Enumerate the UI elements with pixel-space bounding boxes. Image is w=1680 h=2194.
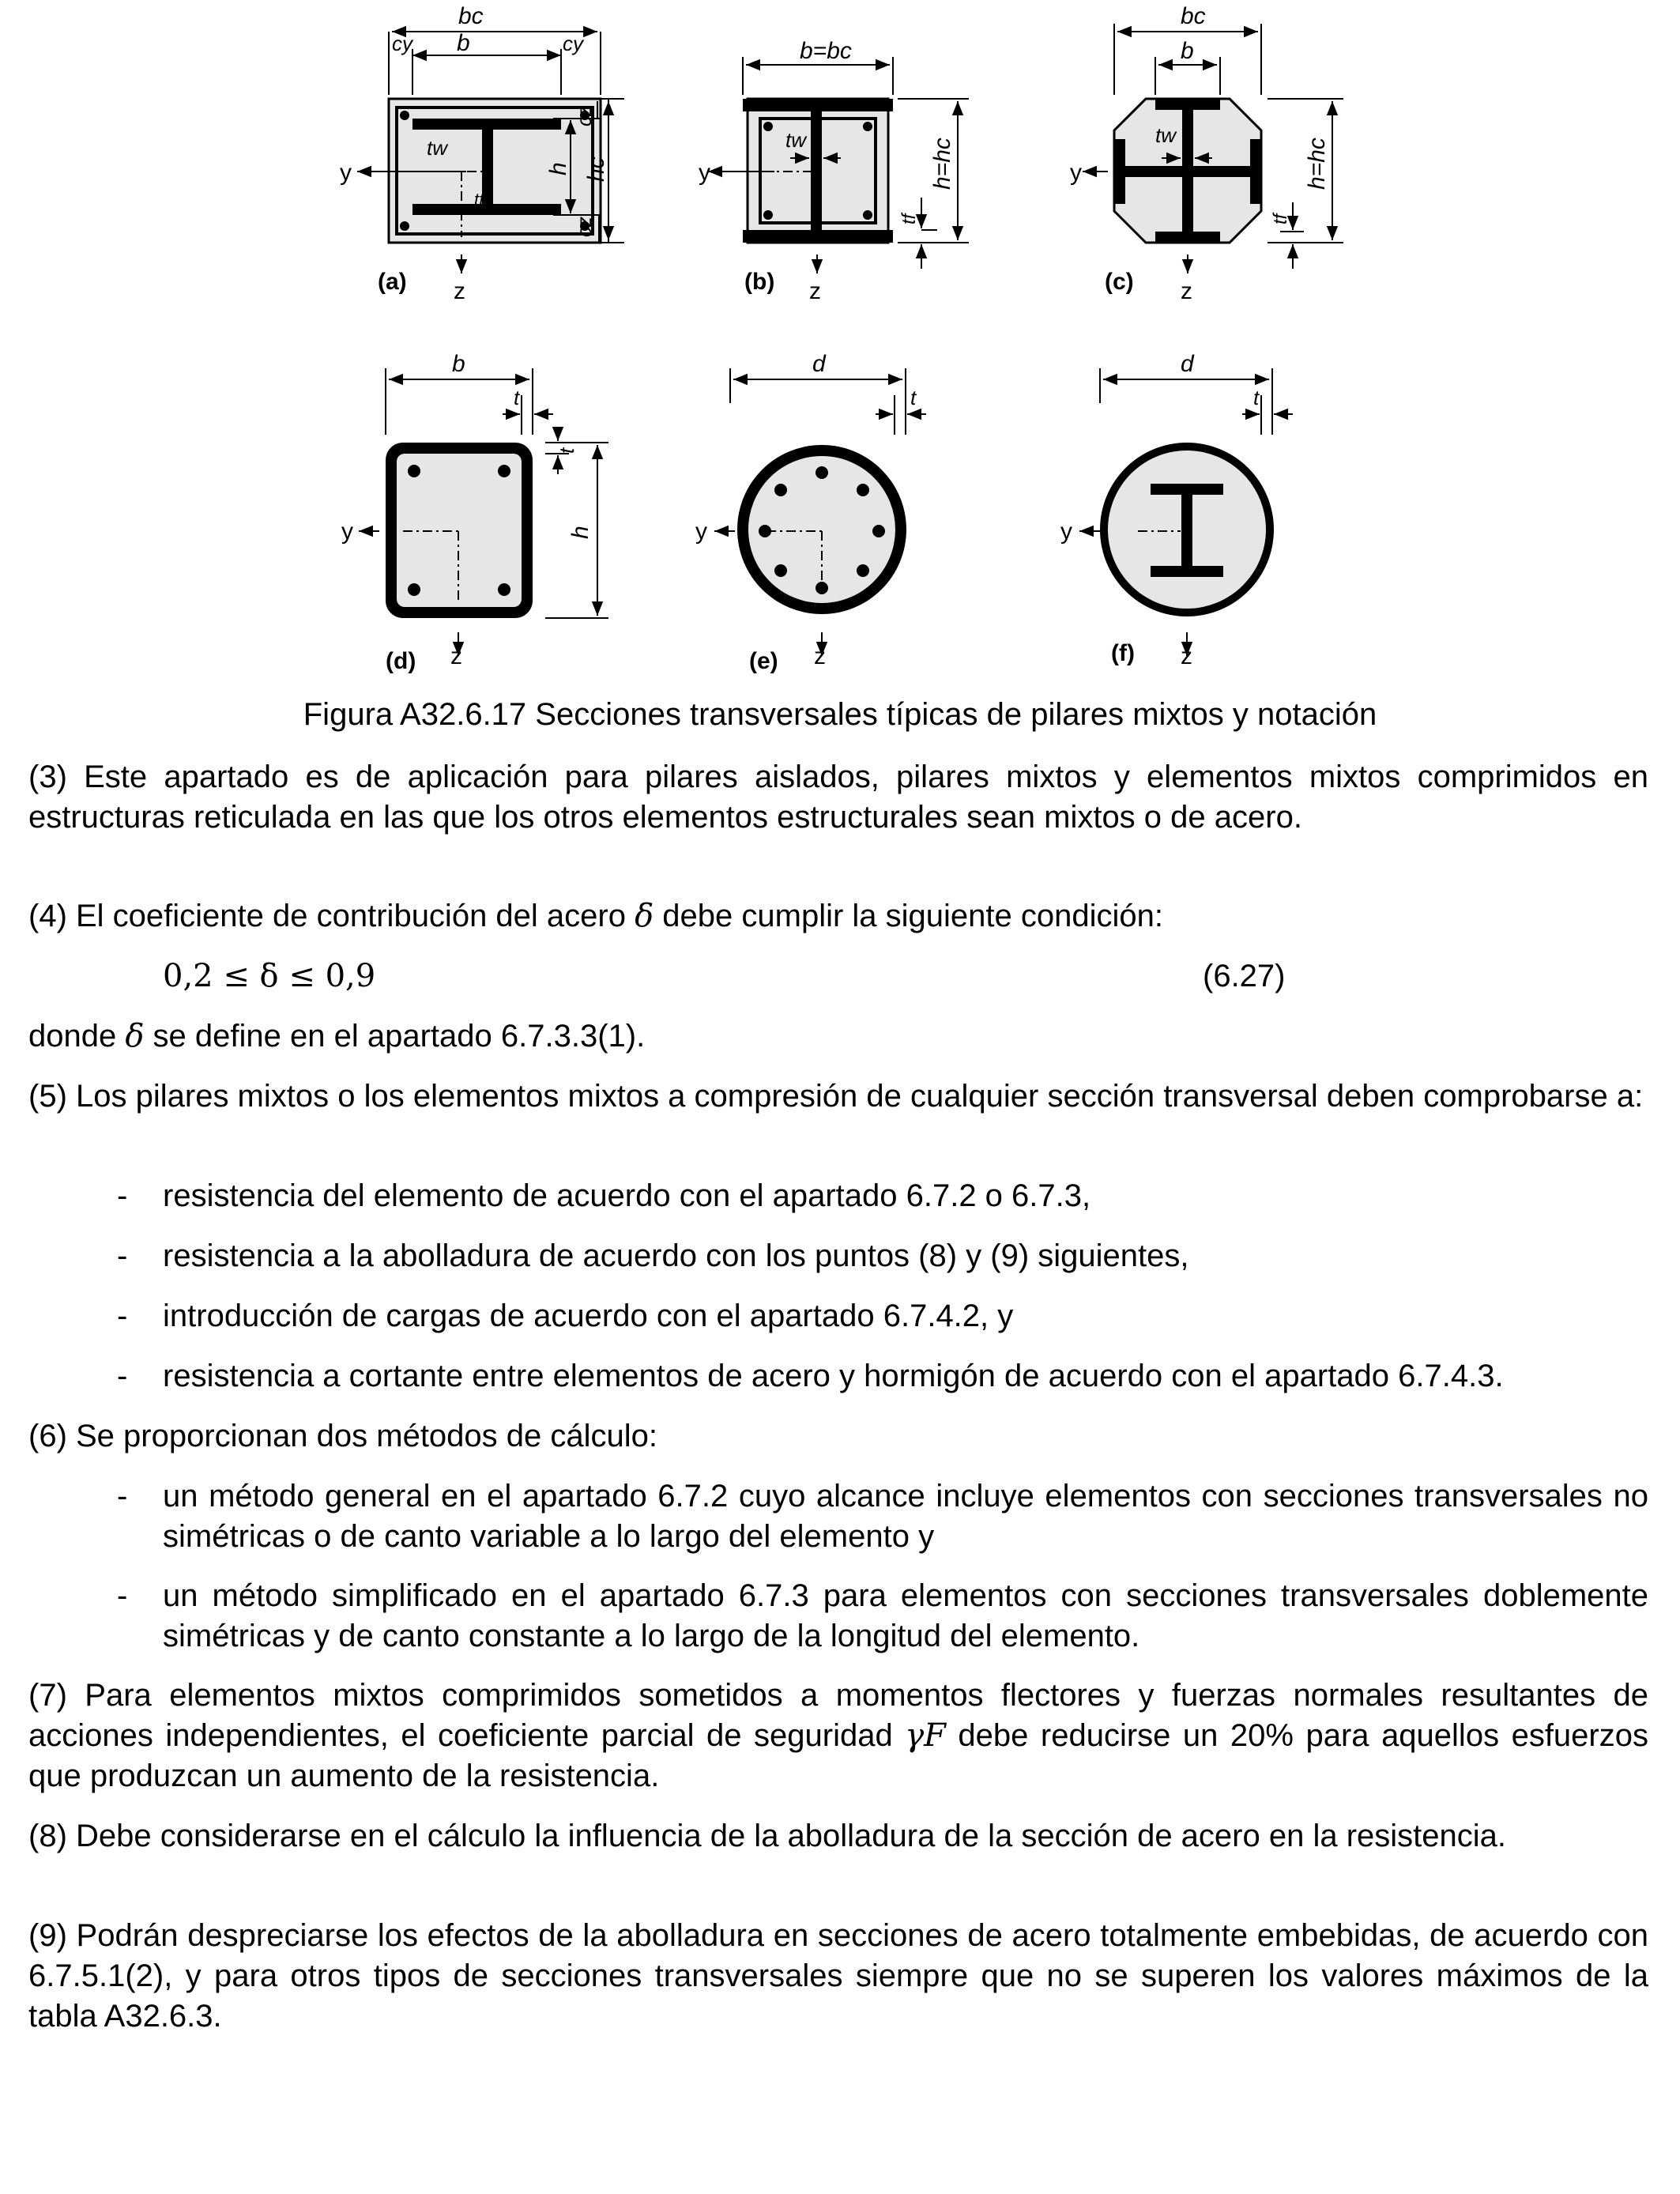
figure-caption: Figura A32.6.17 Secciones transversales típicas de pilares mixtos y notación [303,697,1377,732]
paragraph-7 [28,1676,1648,1796]
p4-text-a: (4) El coeficiente de contribución del acero [28,899,635,933]
c-z-label: z [1181,278,1192,304]
c-tag: (c) [1105,269,1134,295]
panel-e [695,351,926,674]
gamma-f-symbol: γF [905,1717,946,1754]
paragraph-donde [28,1016,1648,1057]
p7-text-a: (7) Para elementos mixtos comprimidos sometidos a momentos flectores y fuerzas normales resultantes de acciones independientes, el coeficiente parcial de seguridad [28,1678,1648,1753]
f-y-label: y [1060,518,1072,545]
paragraph-8: (8) Debe considerarse en el cálculo la influencia de la abolladura de la sección de acero en la resistencia. [28,1819,1506,1853]
paragraph-9: (9) Podrán despreciarse los efectos de la abolladura en secciones de acero totalmente embebidas, de acuerdo con 6.7.5.1(2), y para otros tipos de secciones transversales siempre que no se superen los valores máximos de la tabla A32.6.3. [28,1918,1648,2034]
e-y-label: y [695,518,707,545]
c-tw-label: tw [1155,123,1176,147]
d-t-top-label: t [514,386,520,409]
delta-symbol-2: δ [125,1018,145,1054]
b-tw-label: tw [785,128,806,152]
b-y-label: y [699,160,710,186]
d-tag: (d) [386,648,416,674]
cross-sections-figure [0,0,1680,688]
b-tag: (b) [744,269,775,295]
a-y-label: y [340,160,352,186]
f-tag: (f) [1111,640,1135,666]
a-cy-right: cy [563,32,583,55]
p4-text-b: debe cumplir la siguiente condición: [654,899,1164,933]
f-d-label: d [1181,351,1194,377]
panel-d [341,351,608,674]
f-z-label: z [1181,643,1192,669]
d-y-label: y [341,518,353,545]
equation-number: (6.27) [1203,959,1286,993]
equation-expression: 0,2 ≤ δ ≤ 0,9 [163,958,376,994]
e-d-label: d [812,351,826,377]
d-z-label: z [450,643,462,669]
paragraph-4 [28,896,1648,937]
e-t-label: t [910,386,917,409]
a-cy-left: cy [392,32,412,55]
f-t-label: t [1253,386,1260,409]
d-b-label: b [452,351,465,377]
a-cz-top: cz [572,106,596,126]
c-tf-label: tf [1270,213,1291,224]
donde-text-b: se define en el apartado 6.7.3.3(1). [144,1019,646,1054]
a-tag: (a) [378,269,407,295]
e-z-label: z [814,643,826,669]
b-z-label: z [809,278,821,304]
c-h-eq-label: h=hc [1304,138,1330,190]
delta-symbol: δ [635,898,654,934]
c-b-label: b [1181,38,1194,64]
paragraph-5: (5) Los pilares mixtos o los elementos mixtos a compresión de cualquier sección transversal deben comprobarse a: [28,1079,1644,1114]
a-tw-label: tw [427,136,447,160]
e-tag: (e) [749,648,778,674]
a-cz-bottom: cz [572,217,596,237]
c-bc-label: bc [1181,3,1206,29]
p7-text-b: debe reducirse un 20% para aquellos esfuerzos que produzcan un aumento de la resistencia. [28,1718,1648,1793]
donde-text-a: donde [28,1019,126,1054]
equation-6-27 [163,956,375,997]
d-h-label: h [567,526,593,539]
a-h-label: h [545,162,571,175]
panel-a [340,3,648,304]
a-tf-label: tf [474,190,484,209]
a-b-label: b [457,30,470,56]
d-t-right-label: t [555,447,578,454]
b-b-eq-label: b=bc [800,38,852,64]
b-tf-label: tf [898,213,920,224]
paragraph-3: (3) Este apartado es de aplicación para pilares aislados, pilares mixtos y elementos mixtos comprimidos en estructuras reticulada en las que los otros elementos estructurales sean mixtos o de acero. [28,760,1648,835]
a-z-label: z [454,278,465,304]
a-bc-label: bc [458,3,484,29]
panel-b [699,38,969,304]
panel-c [1070,3,1343,304]
panel-f [1060,351,1293,669]
a-hc-label: hc [583,156,609,182]
b-h-eq-label: h=hc [929,138,955,190]
c-y-label: y [1070,160,1082,186]
paragraph-6: (6) Se proporcionan dos métodos de cálculo: [28,1419,658,1453]
